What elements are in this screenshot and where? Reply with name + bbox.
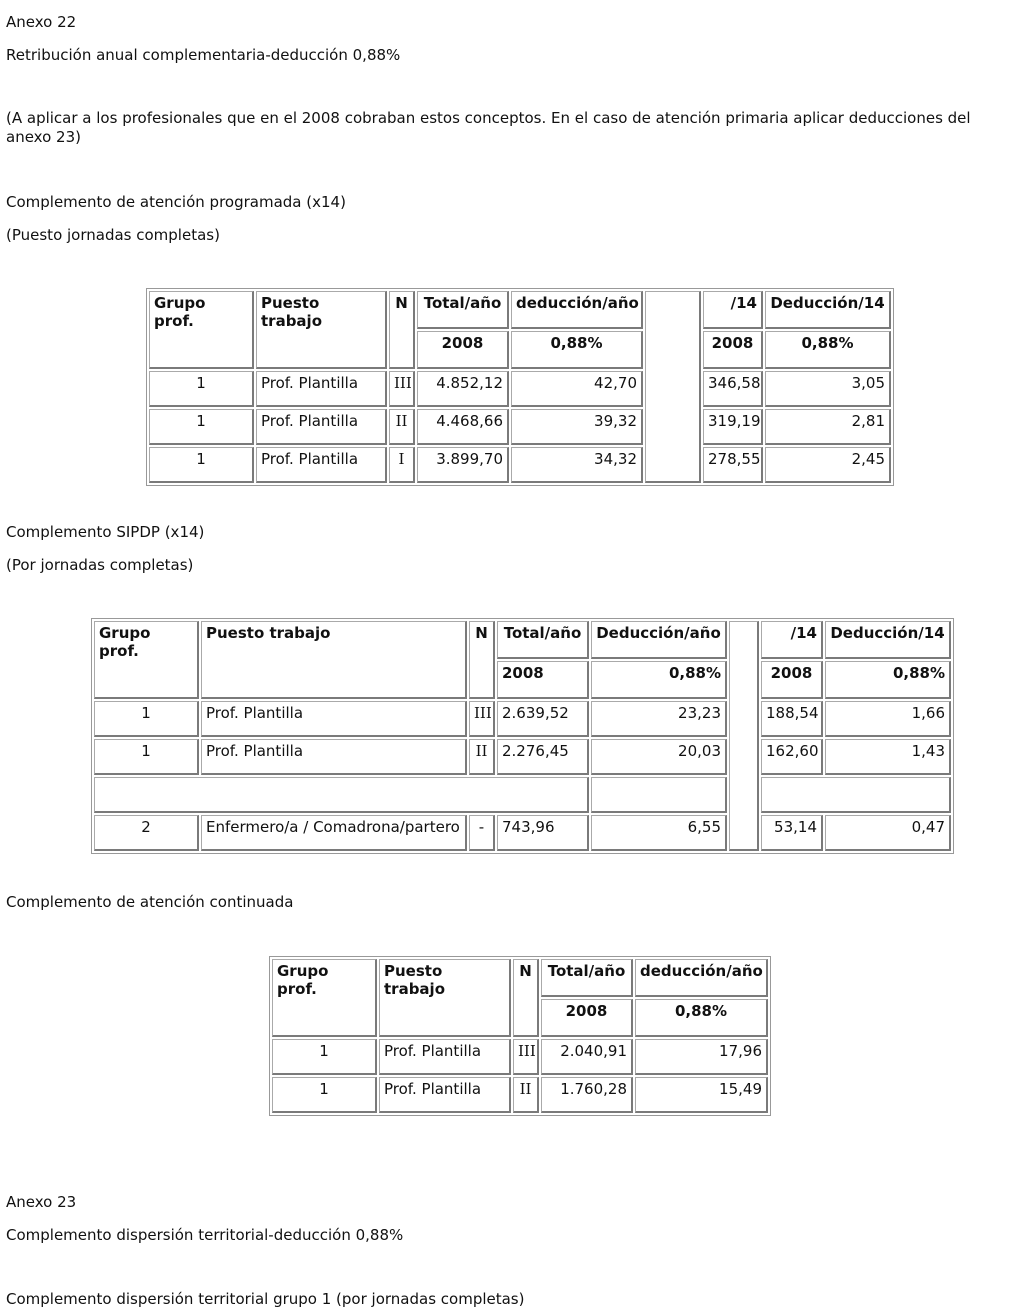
table-cell: 162,60	[761, 739, 823, 775]
header-cell: Grupo prof.	[94, 621, 199, 699]
section-1-title: Complemento de atención programada (x14)	[6, 193, 346, 211]
table-cell: 1	[94, 739, 199, 775]
table-cell: 1	[94, 701, 199, 737]
annex-22-subtitle: Retribución anual complementaria-deducción 0,88%	[6, 46, 401, 64]
header-cell: Total/año	[541, 959, 633, 997]
table-cell: Prof. Plantilla	[256, 371, 387, 407]
subheader-cell: 0,88%	[765, 331, 891, 369]
table-row	[149, 409, 891, 445]
table-cell: 2.639,52	[497, 701, 589, 737]
subheader-cell: 2008	[761, 661, 823, 699]
header-cell: Deducción/año	[591, 621, 727, 659]
programmed-care-table	[146, 288, 894, 486]
table-cell: 2,45	[765, 447, 891, 483]
section-2-subtitle: (Por jornadas completas)	[6, 556, 194, 574]
table-cell: 4.852,12	[417, 371, 509, 407]
table-cell: II	[389, 409, 415, 445]
table-cell: III	[513, 1039, 539, 1075]
table-cell: III	[469, 701, 495, 737]
subheader-cell: 2008	[417, 331, 509, 369]
table-row	[94, 701, 951, 737]
table-cell: II	[513, 1077, 539, 1113]
table-cell: 2	[94, 815, 199, 851]
table-cell: Prof. Plantilla	[201, 701, 467, 737]
header-cell: N	[389, 291, 415, 369]
header-cell: Deducción/14	[765, 291, 891, 329]
table-cell: 2.276,45	[497, 739, 589, 775]
table-cell: 188,54	[761, 701, 823, 737]
header-cell: Total/año	[497, 621, 589, 659]
header-cell: Deducción/14	[825, 621, 951, 659]
annex-22-title: Anexo 22	[6, 13, 77, 31]
continuous-care-table	[269, 956, 771, 1116]
table-cell: 39,32	[511, 409, 643, 445]
table-cell: 2,81	[765, 409, 891, 445]
table-cell: 23,23	[591, 701, 727, 737]
table-cell: 17,96	[635, 1039, 768, 1075]
table-row	[149, 371, 891, 407]
table-cell: II	[469, 739, 495, 775]
table-cell: 278,55	[703, 447, 763, 483]
section-1-subtitle: (Puesto jornadas completas)	[6, 226, 220, 244]
table-cell: 6,55	[591, 815, 727, 851]
subheader-cell: 0,88%	[591, 661, 727, 699]
table-cell: 15,49	[635, 1077, 768, 1113]
table-cell: 2.040,91	[541, 1039, 633, 1075]
header-cell: Grupo prof.	[149, 291, 254, 369]
table-cell: 42,70	[511, 371, 643, 407]
table-cell: 1,66	[825, 701, 951, 737]
header-cell: /14	[761, 621, 823, 659]
table-row	[94, 739, 951, 775]
spacer-cell	[645, 291, 701, 483]
subheader-cell: 0,88%	[511, 331, 643, 369]
spacer-cell	[729, 621, 759, 851]
header-cell: Puesto trabajo	[256, 291, 387, 369]
empty-cell	[761, 777, 951, 813]
table-cell: 1	[149, 371, 254, 407]
header-cell: N	[513, 959, 539, 1037]
empty-cell	[591, 777, 727, 813]
header-cell: Grupo prof.	[272, 959, 377, 1037]
table-row	[94, 815, 951, 851]
section-2-title: Complemento SIPDP (x14)	[6, 523, 205, 541]
table-cell: 1	[272, 1039, 377, 1075]
table-cell: Prof. Plantilla	[379, 1077, 511, 1113]
subheader-cell: 2008	[541, 999, 633, 1037]
table-cell: 743,96	[497, 815, 589, 851]
header-cell: /14	[703, 291, 763, 329]
sipdp-table	[91, 618, 954, 854]
annex-22-note: (A aplicar a los profesionales que en el 2008 cobraban estos conceptos. En el caso de atención primaria aplicar deducciones del anexo 23)	[6, 109, 971, 146]
header-cell: Total/año	[417, 291, 509, 329]
subheader-cell: 2008	[497, 661, 589, 699]
header-cell: Puesto trabajo	[201, 621, 467, 699]
table-cell: Prof. Plantilla	[256, 447, 387, 483]
header-cell: N	[469, 621, 495, 699]
table-cell: 319,19	[703, 409, 763, 445]
table-cell: Prof. Plantilla	[379, 1039, 511, 1075]
header-cell: deducción/año	[511, 291, 643, 329]
table-cell: 3,05	[765, 371, 891, 407]
table-cell: 1	[272, 1077, 377, 1113]
annex-23-title: Anexo 23	[6, 1193, 77, 1211]
table-cell: Prof. Plantilla	[256, 409, 387, 445]
table-cell: 53,14	[761, 815, 823, 851]
table-row	[272, 1077, 768, 1113]
table-cell: III	[389, 371, 415, 407]
table-cell: 34,32	[511, 447, 643, 483]
table-cell: I	[389, 447, 415, 483]
table-header-row	[272, 959, 768, 997]
subheader-cell: 0,88%	[635, 999, 768, 1037]
table-cell: -	[469, 815, 495, 851]
header-cell: Puesto trabajo	[379, 959, 511, 1037]
annex-23-line: Complemento dispersión territorial grupo 1 (por jornadas completas)	[6, 1290, 525, 1308]
table-header-row	[94, 621, 951, 659]
table-row-empty	[94, 777, 951, 813]
table-row	[149, 447, 891, 483]
table-cell: 3.899,70	[417, 447, 509, 483]
annex-23-subtitle: Complemento dispersión territorial-deducción 0,88%	[6, 1226, 404, 1244]
subheader-cell: 0,88%	[825, 661, 951, 699]
section-3-title: Complemento de atención continuada	[6, 893, 294, 911]
empty-cell	[94, 777, 589, 813]
table-cell: 346,58	[703, 371, 763, 407]
table-cell: Prof. Plantilla	[201, 739, 467, 775]
table-cell: Enfermero/a / Comadrona/partero	[201, 815, 467, 851]
table-row	[272, 1039, 768, 1075]
table-header-row	[149, 291, 891, 329]
table-cell: 4.468,66	[417, 409, 509, 445]
table-cell: 1	[149, 409, 254, 445]
table-cell: 1,43	[825, 739, 951, 775]
subheader-cell: 2008	[703, 331, 763, 369]
header-cell: deducción/año	[635, 959, 768, 997]
table-cell: 1.760,28	[541, 1077, 633, 1113]
table-cell: 20,03	[591, 739, 727, 775]
table-cell: 0,47	[825, 815, 951, 851]
table-cell: 1	[149, 447, 254, 483]
